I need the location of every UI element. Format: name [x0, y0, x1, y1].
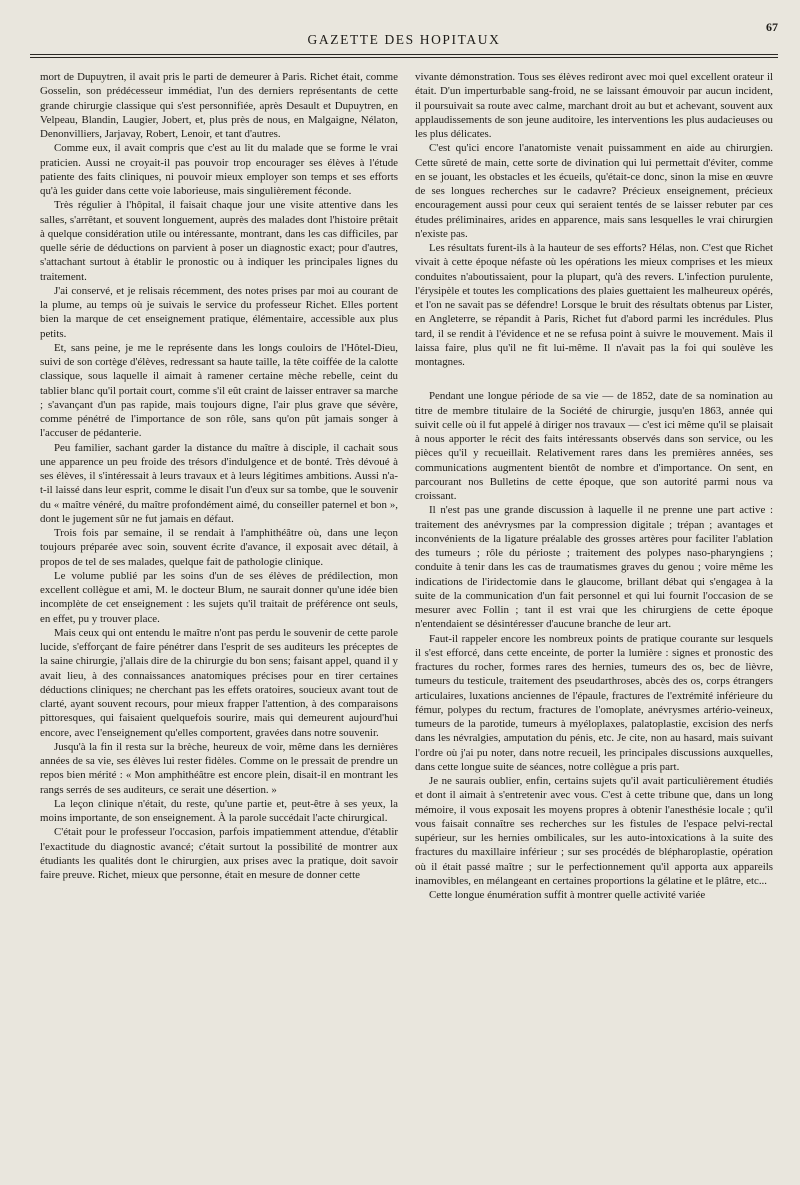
- paragraph: Et, sans peine, je me le représente dans les longs couloirs de l'Hôtel-Dieu, suivi de son cortège d'élèves, redressant sa haute taille, la tête coiffée de la calotte classique, sous laquelle il aimait à ramener certaine mèche rebelle, ceint du tablier blanc qu'il portait court, comme s'il eût craint de laisser entraver sa marche ; s'avançant d'un pas rapide, mais toujours digne, l'air plus grave que sévère, comme pénétré de l'importance de son rôle, sans qu'on pût jamais songer à l'accuser de pédanterie.: [40, 341, 398, 440]
- paragraph: Le volume publié par les soins d'un de ses élèves de prédilection, mon excellent collègue et ami, M. le docteur Blum, ne saurait donner qu'une idée bien incomplète de cet enseignement : les sujets qu'il traitait de préférence ont seuls, en effet, pu y trouver place.: [40, 569, 398, 625]
- paragraph: Il n'est pas une grande discussion à laquelle il ne prenne une part active : traitement des anévrysmes par la compression digitale ; trépan ; avantages et inconvénients de la ligature préalable des grosses artères pour faciliter l'ablation des tumeurs ; rôle du périoste ; traitement des polypes naso-pharyngiens ; conduite à tenir dans les cas de traumatismes graves du genou ; voire même les indications de l'iridectomie dans le glaucome, brillant débat qui s'engagea à la suite de la communication d'un fait personnel et qui lui fournit l'occasion de se mesurer avec Follin ; tant il est vrai que les chirurgiens de cette époque n'entendaient se désintéresser d'aucune branche de leur art.: [415, 504, 773, 631]
- paragraph: Jusqu'à la fin il resta sur la brèche, heureux de voir, même dans les dernières années de sa vie, ses élèves lui rester fidèles. Comme on le pressait de prendre un repos bien mérité : « Mon amphithéâtre est encore plein, disait-il en montrant les rangs serrés de ses auditeurs, ce serait une désertion. »: [40, 740, 398, 796]
- paragraph: C'est qu'ici encore l'anatomiste venait puissamment en aide au chirurgien. Cette sûreté de main, cette sorte de divination qui lui permettait d'éviter, comme en se jouant, les obstacles et les écueils, qu'était-ce donc, sinon la mise en œuvre de ses longues recherches sur le cadavre? Précieux enseignement, précieux encouragement aussi pour ceux qui seraient tentés de se laisser rebuter par ces études préliminaires, arides en apparence, mais sans lesquelles le vrai chirurgien n'existe pas.: [415, 142, 773, 240]
- left-column: [40, 70, 398, 1175]
- paragraph: J'ai conservé, et je relisais récemment, des notes prises par moi au courant de la plume, au temps où je suivais le service du professeur Richet. Elles portent bien la marque de cet enseignement pratique, élémentaire, accessible aux plus petits.: [40, 284, 398, 340]
- paragraph: Mais ceux qui ont entendu le maître n'ont pas perdu le souvenir de cette parole lucide, s'efforçant de faire pénétrer dans l'esprit de ses auditeurs les préceptes de la saine chirurgie, j'allais dire de la chirurgie du bon sens; faisant appel, quand il y avait lieu, à des connaissances anatomiques précises pour en tirer certaines déductions cliniques; ne cherchant pas les effets oratoires, soucieux avant tout de clarté, ayant souvent recours, pour mieux frapper l'attention, à des comparaisons pittoresques, qui faisaient quelquefois sourire, mais qui demeurent aujourd'hui encore, avec l'enseignement qu'elles comportent, gravées dans notre souvenir.: [40, 626, 398, 739]
- running-title: GAZETTE DES HOPITAUX: [307, 32, 501, 47]
- paragraph: La leçon clinique n'était, du reste, qu'une partie et, peut-être à ses yeux, la moins importante, de son enseignement. À la parole succédait l'acte chirurgical.: [40, 797, 398, 824]
- paragraph: Pendant une longue période de sa vie — de 1852, date de sa nomination au titre de membre titulaire de la Société de chirurgie, jusqu'en 1863, année qui suivit celle où il fut appelé à diriger nos travaux — c'est ici même qu'il se plaisait à nous apporter le récit des faits intéressants observés dans son service, ou les pièces qu'il y recueillait. Relativement rares dans les premières années, ses communications augmentent bientôt de nombre et d'importance. On sent, en parcourant nos Bulletins de cette époque, que son autorité parmi nous va croissant.: [415, 390, 773, 502]
- header-rule: [30, 54, 778, 55]
- page-header: [30, 14, 778, 58]
- right-column: [415, 70, 773, 1175]
- paragraph: C'était pour le professeur l'occasion, parfois impatiemment attendue, d'établir l'exactitude du diagnostic avancé; c'était surtout la possibilité de montrer aux étudiants les qualités dont le chirurgien, aux prises avec la pratique, doit savoir faire preuve. Richet, mieux que personne, était en mesure de donner cette: [40, 826, 398, 881]
- paragraph: Je ne saurais oublier, enfin, certains sujets qu'il avait particulièrement étudiés et dont il aimait à s'entretenir avec vous. C'est à cette tribune que, dans un long mémoire, il vous exposait les moyens propres à obtenir l'anesthésie locale ; qu'il vous faisait connaître ses recherches sur les fistules de l'espace pelvi-rectal supérieur, sur les hernies ombilicales, sur les auto-intoxications à la suite des fractures du maxillaire inférieur ; sur ses procédés de blépharoplastie, opération où il était passé maître ; sur le perfectionnement qu'il apporta aux appareils inamovibles, en mélangeant en certaines proportions la gélatine et le plâtre, etc...: [415, 775, 773, 887]
- paragraph: Très régulier à l'hôpital, il faisait chaque jour une visite attentive dans les salles, s'arrêtant, et souvent longuement, auprès des malades dont l'histoire prêtait à quelque considération utile ou intéressante, montrant, dans les cas difficiles, par quelle série de déductions on parvient à poser un diagnostic exact; pour d'autres, s'attachant surtout à établir le pronostic ou à indiquer les principales lignes du traitement.: [40, 199, 398, 283]
- paragraph: vivante démonstration. Tous ses élèves rediront avec moi quel excellent orateur il était. D'un imperturbable sang-froid, ne se laissant émouvoir par aucun incident, il poursuivait sa route avec calme, marchant droit au but et achevant, souvent aux applaudissements de son jeune auditoire, les interventions les plus audacieuses ou les plus délicates.: [415, 71, 773, 140]
- paragraph: mort de Dupuytren, il avait pris le parti de demeurer à Paris. Richet était, comme Gosselin, son prédécesseur immédiat, l'un des derniers représentants de cette grande chirurgie classique qui s'est personnifiée, après Desault et Dupuytren, en Velpeau, Blandin, Laugier, Jobert, et, plus près de nous, en Malgaigne, Nélaton, Denonvilliers, Jarjavay, Robert, Lenoir, et tant d'autres.: [40, 71, 398, 140]
- paragraph: Les résultats furent-ils à la hauteur de ses efforts? Hélas, non. C'est que Richet vivait à cette époque néfaste où les opérations les mieux comprises et les mieux conduites n'aboutissaient, pour la plupart, qu'à des revers. L'infection purulente, l'érysipèle et toutes les complications des plaies guettaient les malheureux opérés, et l'on ne savait pas se défendre! Lorsque le bruit des résultats obtenus par Lister, en Angleterre, se répandit à Paris, Richet fut d'abord parmi les incrédules. Plus tard, il se rendit à l'évidence et ne se refusa point à suivre le mouvement. Mais il laissa faire, plus qu'il ne fit lui-même. Il n'avait pas la foi qui soulève les montagnes.: [415, 242, 773, 368]
- paragraph: Faut-il rappeler encore les nombreux points de pratique courante sur lesquels il s'est efforcé, dans cette enceinte, de porter la lumière : signes et pronostic des fractures du rocher, formes rares des hernies, tumeurs des os, bec de lièvre, tumeurs du testicule, traitement des pseudarthroses, abcès des os, corps étrangers articulaires, luxations anciennes de l'épaule, fractures de l'extrémité inférieure du fémur, polypes du rectum, fractures de l'omoplate, anévrysmes artério-veineux, tumeurs de la parotide, tumeurs à myéloplaxes, palatoplastie, excision des nerfs dans les névralgies, amputation du pénis, etc. Je cite, non au hasard, mais suivant l'ordre où j'ai pu noter, dans notre recueil, les principales discussions auxquelles, dans cette longue suite de séances, notre collègue a pris part.: [415, 632, 773, 773]
- paragraph: Cette longue énumération suffit à montrer quelle activité variée: [429, 889, 706, 901]
- paragraph: Peu familier, sachant garder la distance du maître à disciple, il cachait sous une apparence un peu froide des trésors d'indulgence et de bonté. Très dévoué à ses élèves, il s'intéressait à leurs travaux et à leurs légitimes ambitions. Aussi n'a-t-il laissé dans leur esprit, comme le disait l'un d'eux sur sa tombe, que le souvenir du « maître vénéré, du maître profondément aimé, du conseiller paternel et bon », dont le jugement sûr ne fut jamais en défaut.: [40, 441, 398, 525]
- page-number: 67: [766, 20, 778, 34]
- paragraph: Comme eux, il avait compris que c'est au lit du malade que se forme le vrai praticien. Aussi ne croyait-il pas pouvoir trop encourager ses élèves à l'étude patiente des faits cliniques, ni pouvoir mieux employer son temps et ses efforts qu'à les guider dans cette voie laborieuse, mais singulièrement féconde.: [40, 142, 398, 197]
- header-rule: [30, 57, 778, 58]
- paragraph: Trois fois par semaine, il se rendait à l'amphithéâtre où, dans une leçon toujours préparée avec soin, souvent écrite d'avance, il exposait avec détail, à propos de tel de ses malades, quelque fait de pathologie clinique.: [40, 527, 398, 568]
